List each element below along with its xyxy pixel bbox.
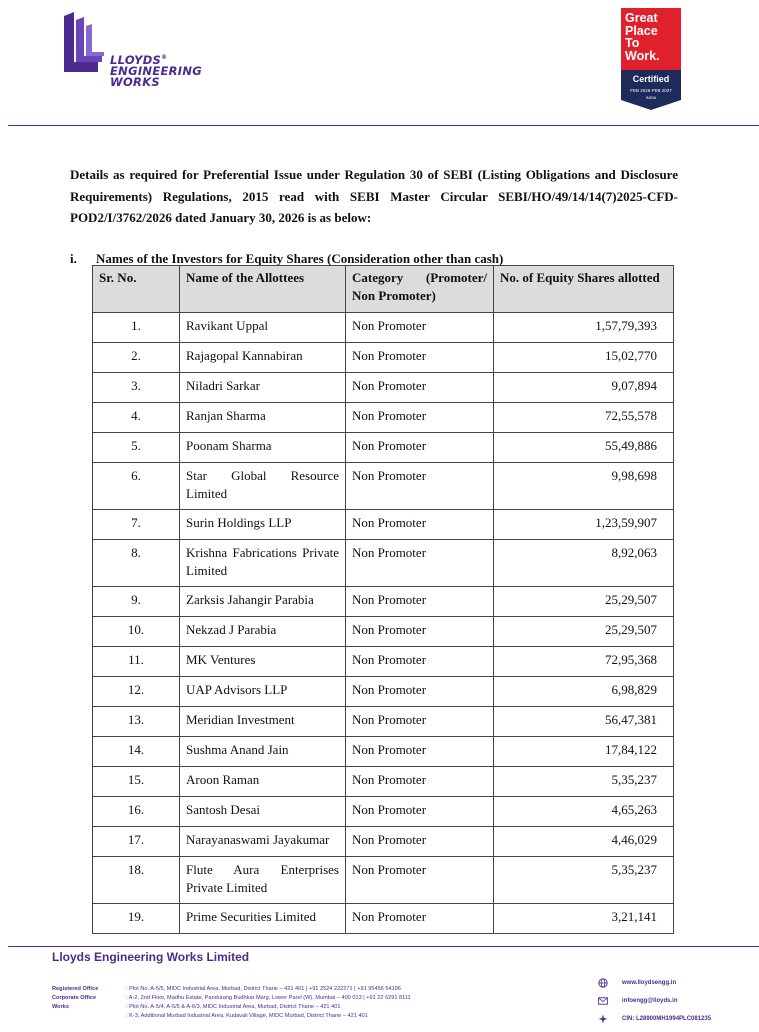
cell-shares: 3,21,141	[494, 904, 674, 934]
table-row	[93, 463, 674, 510]
cell-category: Non Promoter	[346, 510, 494, 540]
table-row	[93, 904, 674, 934]
cell-sr-no: 12.	[93, 677, 180, 707]
brand-line-2: ENGINEERING	[110, 63, 203, 78]
contact-cin	[598, 1014, 748, 1026]
cell-allottee-name: Sushma Anand Jain	[180, 737, 346, 767]
cell-sr-no: 2.	[93, 343, 180, 373]
cell-shares: 5,35,237	[494, 857, 674, 904]
cell-allottee-name: Ravikant Uppal	[180, 313, 346, 343]
cell-category: Non Promoter	[346, 433, 494, 463]
cell-sr-no: 3.	[93, 373, 180, 403]
header-divider	[8, 125, 759, 126]
footer-company-name: Lloyds Engineering Works Limited	[52, 950, 250, 964]
cell-allottee-name: Ranjan Sharma	[180, 403, 346, 433]
cell-allottee-name: Niladri Sarkar	[180, 373, 346, 403]
intro-paragraph: Details as required for Preferential Issue under Regulation 30 of SEBI (Listing Obligations and Disclosure Requirements) Regulations, 2015 read with SEBI Master Circular SEBI/HO/49/14/14(7)2025-CFD-POD2/I/3762/2026 dated January 30, 2026 is as below:	[70, 167, 678, 225]
address-value-works-2: : K-3, Additional Murbad Industrial Area, Kudavali Village, MIDC Murbad, District Thane – 421 401	[126, 1013, 368, 1019]
cell-allottee-name: Krishna Fabrications Private Limited	[180, 540, 346, 587]
cell-shares: 72,95,368	[494, 647, 674, 677]
cell-allottee-name: MK Ventures	[180, 647, 346, 677]
address-label-registered: Registered Office	[52, 986, 99, 992]
brand-line-3: WORKS	[110, 74, 161, 89]
cell-allottee-name: Surin Holdings LLP	[180, 510, 346, 540]
col-header-sr-no: Sr. No.	[93, 266, 180, 313]
cell-category: Non Promoter	[346, 540, 494, 587]
cell-allottee-name: Santosh Desai	[180, 797, 346, 827]
cell-shares: 8,92,063	[494, 540, 674, 587]
globe-icon	[598, 978, 608, 988]
cell-sr-no: 9.	[93, 587, 180, 617]
cell-shares: 5,35,237	[494, 767, 674, 797]
table-header-row	[93, 266, 674, 313]
cell-allottee-name: Zarksis Jahangir Parabia	[180, 587, 346, 617]
cell-allottee-name: Poonam Sharma	[180, 433, 346, 463]
cell-category: Non Promoter	[346, 707, 494, 737]
table-row	[93, 540, 674, 587]
address-label-corporate: Corporate Office	[52, 995, 97, 1001]
cell-shares: 1,23,59,907	[494, 510, 674, 540]
cell-shares: 56,47,381	[494, 707, 674, 737]
col-header-name: Name of the Allottees	[180, 266, 346, 313]
cell-category: Non Promoter	[346, 343, 494, 373]
cin-number: CIN: L28900MH1994PLC081235	[622, 1016, 712, 1022]
table-row	[93, 647, 674, 677]
cell-category: Non Promoter	[346, 797, 494, 827]
cell-allottee-name: Flute Aura Enterprises Private Limited	[180, 857, 346, 904]
badge-line-2: Place	[625, 23, 658, 38]
cell-category: Non Promoter	[346, 463, 494, 510]
cell-sr-no: 13.	[93, 707, 180, 737]
col-header-shares: No. of Equity Shares allotted	[494, 266, 674, 313]
cell-sr-no: 5.	[93, 433, 180, 463]
lloyds-logo-mark	[52, 10, 112, 80]
cell-sr-no: 18.	[93, 857, 180, 904]
table-row	[93, 313, 674, 343]
cell-category: Non Promoter	[346, 904, 494, 934]
contact-email[interactable]	[598, 996, 748, 1008]
address-value-works-1: : Plot No. A-5/4, A-5/5 & A-6/3, MIDC Industrial Area, Murbad, District Thane – 421 401	[126, 1004, 341, 1010]
cell-allottee-name: Narayanaswami Jayakumar	[180, 827, 346, 857]
cell-category: Non Promoter	[346, 403, 494, 433]
footer-divider	[8, 946, 759, 947]
brand-wordmark	[110, 52, 202, 88]
table-row	[93, 373, 674, 403]
cell-category: Non Promoter	[346, 313, 494, 343]
table-row	[93, 707, 674, 737]
cell-shares: 4,46,029	[494, 827, 674, 857]
cell-category: Non Promoter	[346, 373, 494, 403]
section-number: i.	[70, 251, 77, 266]
table-row	[93, 343, 674, 373]
cell-category: Non Promoter	[346, 737, 494, 767]
cell-category: Non Promoter	[346, 827, 494, 857]
cell-sr-no: 16.	[93, 797, 180, 827]
table-row	[93, 677, 674, 707]
table-row	[93, 510, 674, 540]
cell-allottee-name: Aroon Raman	[180, 767, 346, 797]
badge-line-4: Work.	[625, 48, 660, 63]
cell-sr-no: 10.	[93, 617, 180, 647]
cell-sr-no: 17.	[93, 827, 180, 857]
cell-sr-no: 11.	[93, 647, 180, 677]
cell-shares: 17,84,122	[494, 737, 674, 767]
allottees-table	[92, 265, 674, 934]
cell-shares: 72,55,578	[494, 403, 674, 433]
cell-shares: 9,07,894	[494, 373, 674, 403]
address-value-corporate: : A-2, 2nd Floor, Madhu Estate, Pandurang Budhkar Marg, Lower Parel (W), Mumbai – 400 013 | +91 22 6291 8111	[126, 995, 411, 1001]
cell-sr-no: 19.	[93, 904, 180, 934]
table-row	[93, 587, 674, 617]
cell-shares: 15,02,770	[494, 343, 674, 373]
sparkle-icon	[598, 1014, 608, 1024]
cell-sr-no: 4.	[93, 403, 180, 433]
brand-line-1: LLOYDS	[110, 52, 162, 67]
table-row	[93, 797, 674, 827]
cell-shares: 25,29,507	[494, 617, 674, 647]
contact-website[interactable]	[598, 978, 748, 990]
table-row	[93, 403, 674, 433]
cell-category: Non Promoter	[346, 587, 494, 617]
registered-mark: ®	[161, 54, 168, 61]
cell-allottee-name: Nekzad J Parabia	[180, 617, 346, 647]
table-row	[93, 767, 674, 797]
table-row	[93, 433, 674, 463]
cell-shares: 1,57,79,393	[494, 313, 674, 343]
company-logo	[52, 10, 222, 89]
col-header-category: Category (Promoter/ Non Promoter)	[346, 266, 494, 313]
badge-country: INDIA	[645, 95, 657, 100]
cell-sr-no: 8.	[93, 540, 180, 587]
great-place-to-work-badge	[621, 8, 681, 110]
address-label-works: Works	[52, 1004, 69, 1010]
cell-allottee-name: Rajagopal Kannabiran	[180, 343, 346, 373]
cell-category: Non Promoter	[346, 857, 494, 904]
table-body	[93, 313, 674, 934]
section-title: Names of the Investors for Equity Shares (Consideration other than cash)	[96, 251, 504, 266]
table-row	[93, 827, 674, 857]
badge-title	[621, 8, 681, 70]
website-link[interactable]: www.lloydsengg.in	[622, 980, 677, 986]
cell-shares: 6,98,829	[494, 677, 674, 707]
badge-certified: Certified	[632, 74, 670, 84]
cell-shares: 9,98,698	[494, 463, 674, 510]
cell-shares: 55,49,886	[494, 433, 674, 463]
cell-sr-no: 15.	[93, 767, 180, 797]
cell-sr-no: 6.	[93, 463, 180, 510]
badge-certified-ribbon	[621, 70, 681, 110]
cell-sr-no: 1.	[93, 313, 180, 343]
email-link[interactable]: infoengg@lloyds.in	[622, 998, 678, 1004]
table-row	[93, 617, 674, 647]
cell-category: Non Promoter	[346, 677, 494, 707]
badge-line-1: Great	[625, 11, 658, 25]
cell-category: Non Promoter	[346, 767, 494, 797]
table-row	[93, 857, 674, 904]
cell-allottee-name: UAP Advisors LLP	[180, 677, 346, 707]
table-row	[93, 737, 674, 767]
cell-sr-no: 7.	[93, 510, 180, 540]
cell-shares: 4,65,263	[494, 797, 674, 827]
cell-category: Non Promoter	[346, 647, 494, 677]
cell-shares: 25,29,507	[494, 587, 674, 617]
cell-allottee-name: Meridian Investment	[180, 707, 346, 737]
badge-line-3: To	[625, 36, 640, 50]
cell-sr-no: 14.	[93, 737, 180, 767]
cell-allottee-name: Prime Securities Limited	[180, 904, 346, 934]
cell-category: Non Promoter	[346, 617, 494, 647]
badge-period: FEB 2026-FEB 2027	[630, 88, 672, 93]
cell-allottee-name: Star Global Resource Limited	[180, 463, 346, 510]
address-value-registered: : Plot No. A-5/5, MIDC Industrial Area, Murbad, District Thane – 421 401 | +91 2524 222271 | +91 95456 54196	[126, 986, 401, 992]
envelope-icon	[598, 996, 608, 1006]
